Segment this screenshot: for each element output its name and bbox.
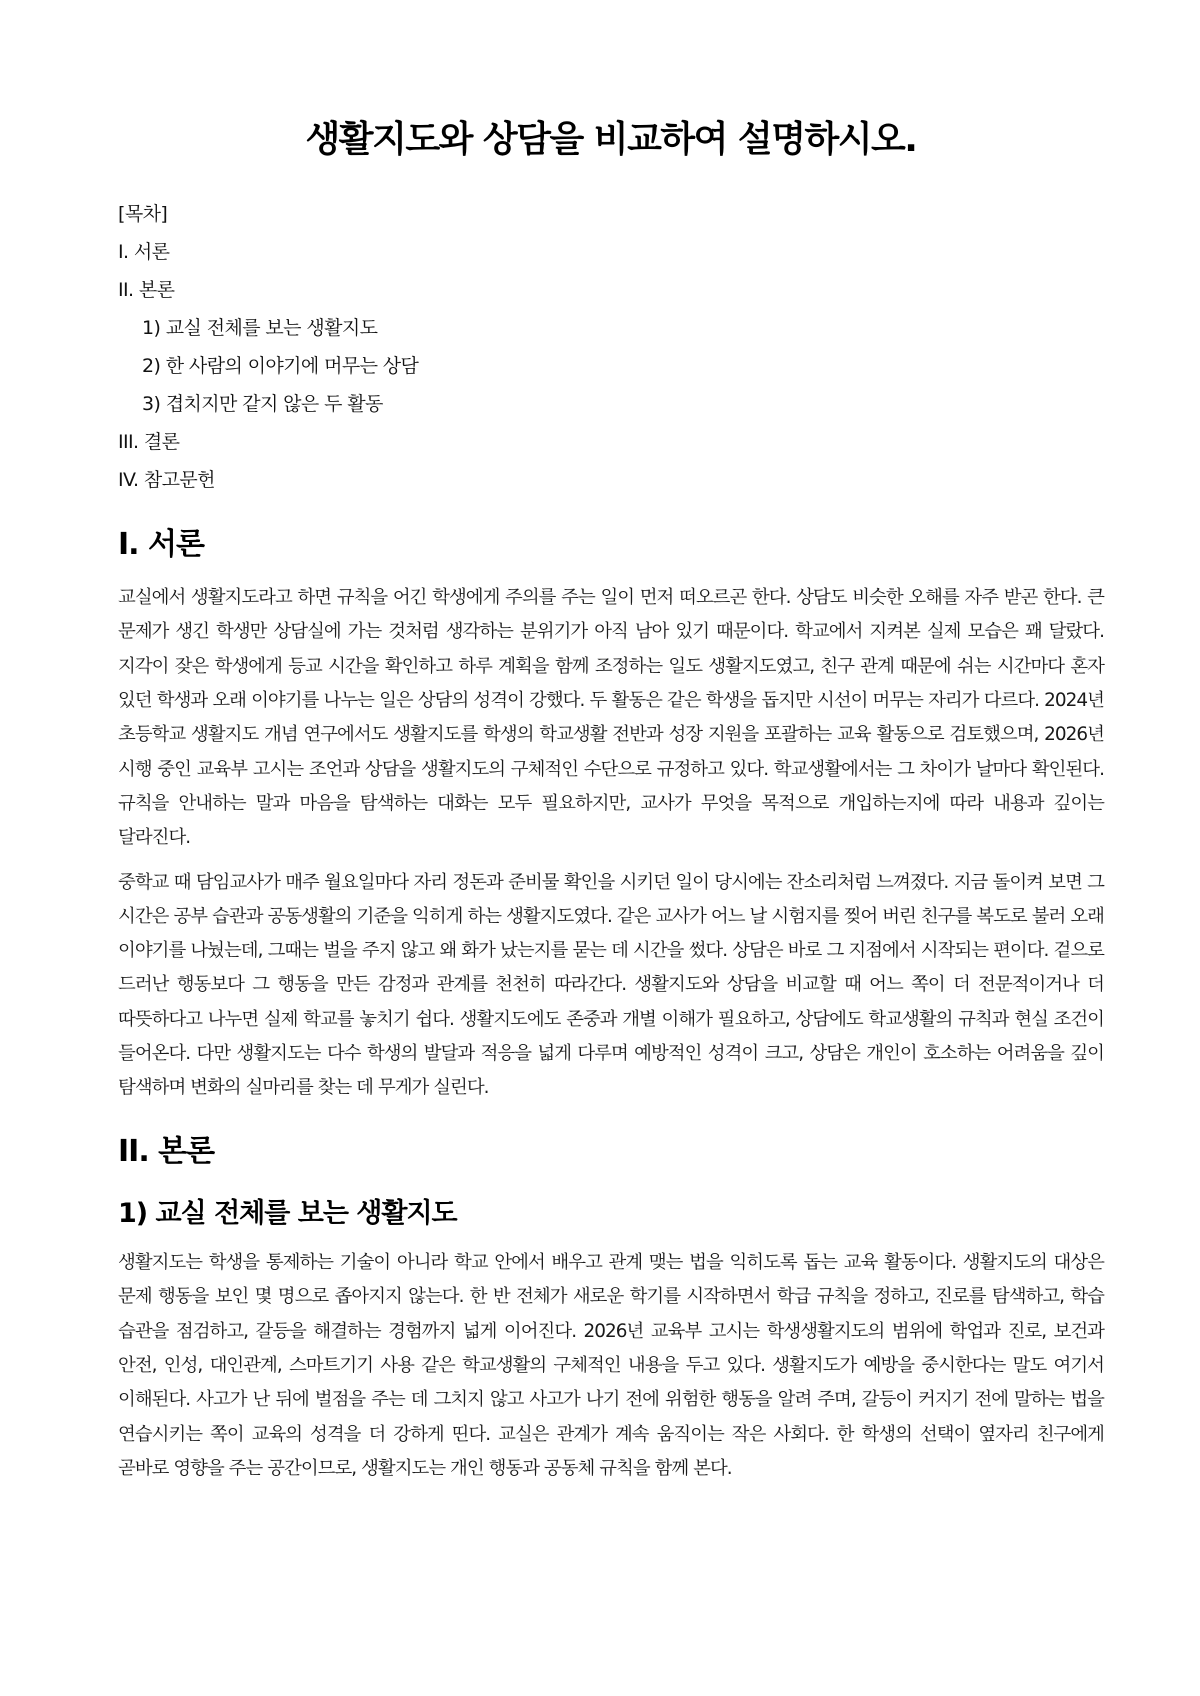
toc-item-body-sub3: 3) 겹치지만 같지 않은 두 활동	[142, 393, 383, 416]
toc-item-references: IV. 참고문헌	[118, 469, 215, 492]
toc-item-body: II. 본론	[118, 279, 175, 302]
section-heading-intro: I. 서론	[118, 527, 204, 563]
toc-heading: [목차]	[118, 203, 168, 226]
section-heading-body: II. 본론	[118, 1133, 215, 1169]
toc-item-conclusion: III. 결론	[118, 431, 180, 454]
toc-item-body-sub1: 1) 교실 전체를 보는 생활지도	[142, 317, 378, 340]
intro-paragraph: 교실에서 생활지도라고 하면 규칙을 어긴 학생에게 주의를 주는 일이 먼저 떠오르곤 한다. 상담도 비슷한 오해를 자주 받곤 한다. 큰 문제가 생긴 학생만 상담실에 가는 것처럼 생각하는 분위기가 아직 남아 있기 때문이다. 학교에서 지켜본 실제 모습은 꽤 달랐다. 지각이 잦은 학생에게 등교 시간을 확인하고 하루 계획을 함께 조정하는 일도 생활지도였고, 친구 관계 때문에 쉬는 시간마다 혼자 있던 학생과 오래 이야기를 나누는 일은 상담의 성격이 강했다. 두 활동은 같은 학생을 돕지만 시선이 머무는 자리가 다르다. 2024년 초등학교 생활지도 개념 연구에서도 생활지도를 학생의 학교생활 전반과 성장 지원을 포괄하는 교육 활동으로 검토했으며, 2026년 시행 중인 교육부 고시는 조언과 상담을 생활지도의 구체적인 수단으로 규정하고 있다. 학교생활에서는 그 차이가 날마다 확인된다. 규칙을 안내하는 말과 마음을 탐색하는 대화는 모두 필요하지만, 교사가 무엇을 목적으로 개입하는지에 따라 내용과 깊이는 달라진다.	[118, 587, 1104, 849]
intro-paragraph: 중학교 때 담임교사가 매주 월요일마다 자리 정돈과 준비물 확인을 시키던 일이 당시에는 잔소리처럼 느껴졌다. 지금 돌이켜 보면 그 시간은 공부 습관과 공동생활의 기준을 익히게 하는 생활지도였다. 같은 교사가 어느 날 시험지를 찢어 버린 친구를 복도로 불러 오래 이야기를 나눴는데, 그때는 벌을 주지 않고 왜 화가 났는지를 묻는 데 시간을 썼다. 상담은 바로 그 지점에서 시작되는 편이다. 겉으로 드러난 행동보다 그 행동을 만든 감정과 관계를 천천히 따라간다. 생활지도와 상담을 비교할 때 어느 쪽이 더 전문적이거나 더 따뜻하다고 나누면 실제 학교를 놓치기 쉽다. 생활지도에도 존중과 개별 이해가 필요하고, 상담에도 학교생활의 규칙과 현실 조건이 들어온다. 다만 생활지도는 다수 학생의 발달과 적응을 넓게 다루며 예방적인 성격이 크고, 상담은 개인이 호소하는 어려움을 깊이 탐색하며 변화의 실마리를 찾는 데 무게가 실린다.	[118, 871, 1104, 1099]
subsection-heading-guidance: 1) 교실 전체를 보는 생활지도	[118, 1197, 457, 1229]
document-title: 생활지도와 상담을 비교하여 설명하시오.	[305, 119, 917, 160]
guidance-paragraph: 생활지도는 학생을 통제하는 기술이 아니라 학교 안에서 배우고 관계 맺는 법을 익히도록 돕는 교육 활동이다. 생활지도의 대상은 문제 행동을 보인 몇 명으로 좁아지지 않는다. 한 반 전체가 새로운 학기를 시작하면서 학급 규칙을 정하고, 진로를 탐색하고, 학습 습관을 점검하고, 갈등을 해결하는 경험까지 넓게 이어진다. 2026년 교육부 고시는 학생생활지도의 범위에 학업과 진로, 보건과 안전, 인성, 대인관계, 스마트기기 사용 같은 학교생활의 구체적인 내용을 두고 있다. 생활지도가 예방을 중시한다는 말도 여기서 이해된다. 사고가 난 뒤에 벌점을 주는 데 그치지 않고 사고가 나기 전에 위험한 행동을 알려 주며, 갈등이 커지기 전에 말하는 법을 연습시키는 쪽이 교육의 성격을 더 강하게 띤다. 교실은 관계가 계속 움직이는 작은 사회다. 한 학생의 선택이 옆자리 친구에게 곧바로 영향을 주는 공간이므로, 생활지도는 개인 행동과 공동체 규칙을 함께 본다.	[118, 1252, 1104, 1479]
toc-item-body-sub2: 2) 한 사람의 이야기에 머무는 상담	[142, 355, 419, 378]
toc-item-intro: I. 서론	[118, 241, 170, 264]
table-of-contents	[118, 195, 1104, 499]
